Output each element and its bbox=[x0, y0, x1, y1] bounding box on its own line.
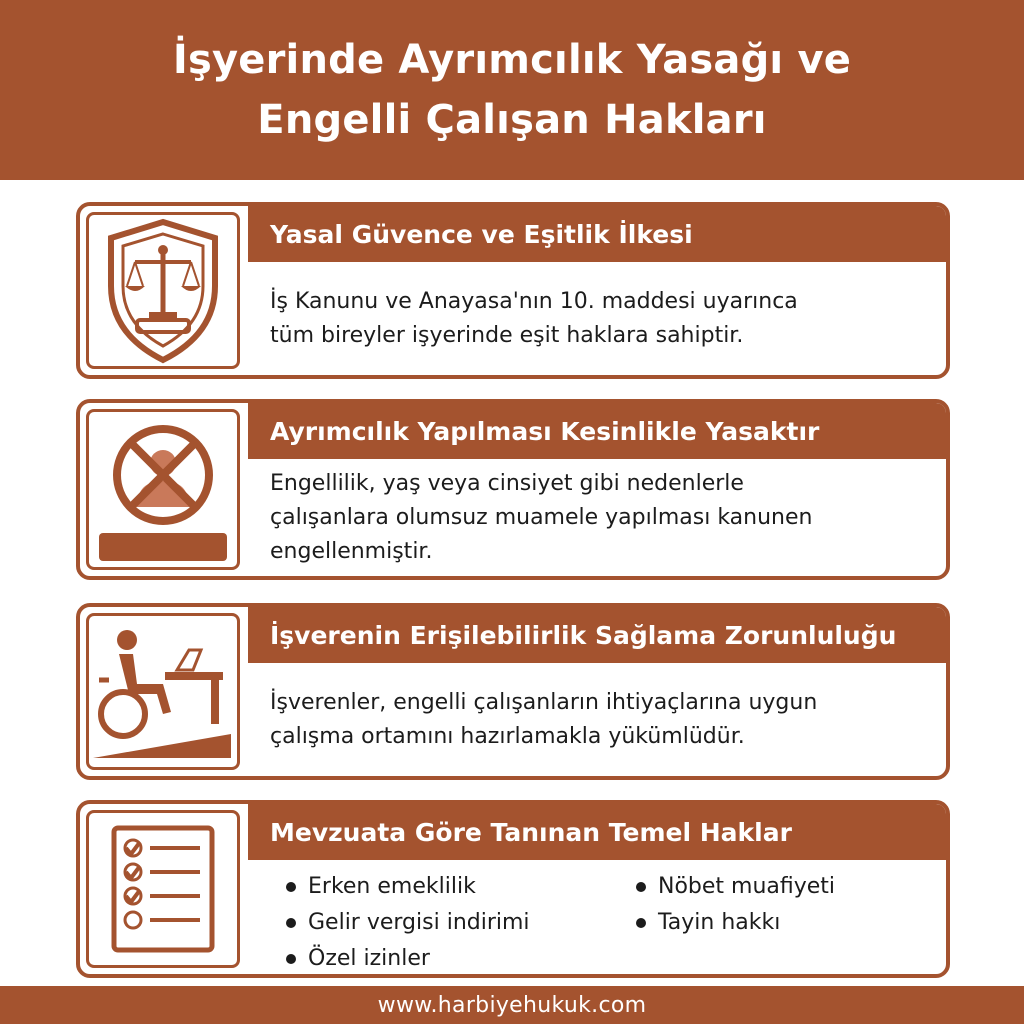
wheelchair-desk-icon bbox=[93, 622, 233, 762]
description-line: İşverenler, engelli çalışanların ihtiyaçlarına uygun bbox=[270, 689, 818, 715]
list-item: Nöbet muafiyeti bbox=[636, 870, 896, 904]
list-item: Gelir vergisi indirimi bbox=[286, 906, 636, 940]
list-item: Tayin hakkı bbox=[636, 906, 896, 940]
card-basic-rights bbox=[76, 800, 950, 978]
list-item: Erken emeklilik bbox=[286, 870, 636, 904]
icon-frame bbox=[86, 613, 240, 770]
card-legal-guarantee bbox=[76, 202, 950, 379]
no-discrimination-icon bbox=[93, 415, 233, 565]
card-accessibility-obligation bbox=[76, 603, 950, 780]
description-line: Engellilik, yaş veya cinsiyet gibi nedenlerle bbox=[270, 470, 744, 496]
description-line: çalışanlara olumsuz muamele yapılması kanunen bbox=[270, 504, 813, 530]
icon-frame bbox=[86, 810, 240, 968]
icon-frame bbox=[86, 212, 240, 369]
page-title-line1: İşyerinde Ayrımcılık Yasağı ve bbox=[172, 37, 852, 83]
card-description bbox=[270, 262, 932, 375]
rights-list bbox=[286, 870, 896, 976]
website-link[interactable]: www.harbiyehukuk.com bbox=[377, 992, 647, 1018]
description-line: tüm bireyler işyerinde eşit haklara sahiptir. bbox=[270, 322, 744, 348]
footer-bar bbox=[0, 986, 1024, 1024]
card-title: Ayrımcılık Yapılması Kesinlikle Yasaktır bbox=[248, 403, 946, 459]
header-banner bbox=[0, 0, 1024, 180]
shield-scales-icon bbox=[103, 216, 223, 366]
description-line: engellenmiştir. bbox=[270, 538, 433, 564]
page-title-line2: Engelli Çalışan Hakları bbox=[257, 97, 767, 143]
card-title: İşverenin Erişilebilirlik Sağlama Zorunluluğu bbox=[248, 607, 946, 663]
card-description bbox=[270, 459, 932, 576]
card-description bbox=[270, 663, 932, 776]
card-discrimination-ban bbox=[76, 399, 950, 580]
card-title: Yasal Güvence ve Eşitlik İlkesi bbox=[248, 206, 946, 262]
description-line: İş Kanunu ve Anayasa'nın 10. maddesi uyarınca bbox=[270, 288, 798, 314]
checklist-icon bbox=[108, 824, 218, 954]
card-title: Mevzuata Göre Tanınan Temel Haklar bbox=[248, 804, 946, 860]
icon-frame bbox=[86, 409, 240, 570]
description-line: çalışma ortamını hazırlamakla yükümlüdür. bbox=[270, 723, 745, 749]
list-item: Özel izinler bbox=[286, 942, 636, 976]
